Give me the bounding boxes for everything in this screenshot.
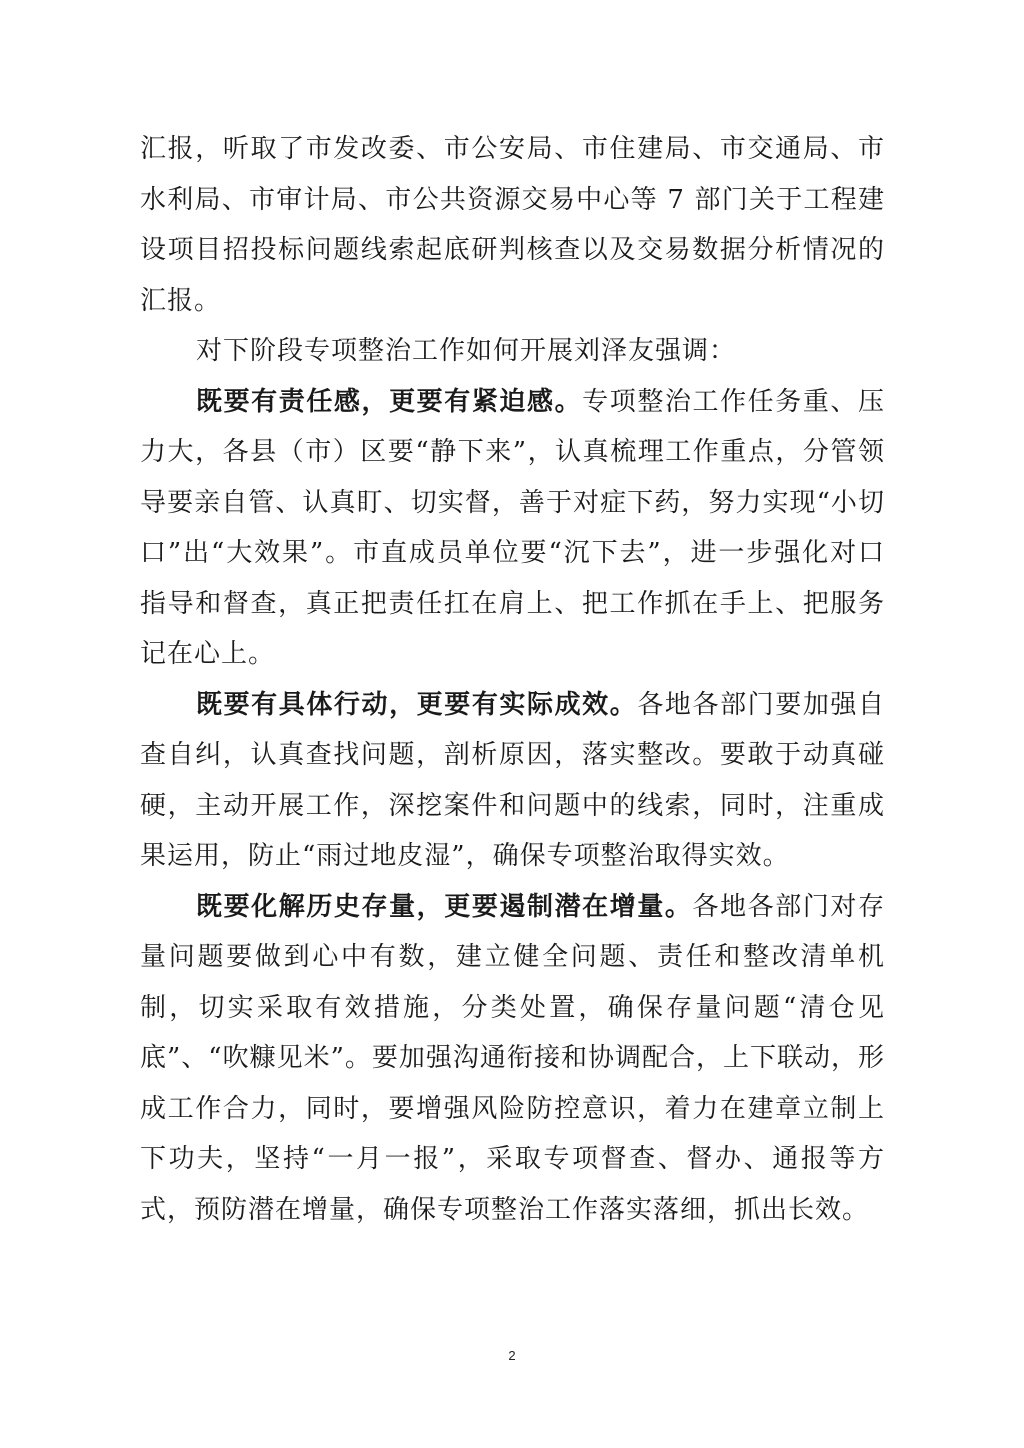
paragraph-text: 汇报，听取了市发改委、市公安局、市住建局、市交通局、市水利局、市审计局、市公共资源交易中心等 7 部门关于工程建设项目招投标问题线索起底研判核查以及交易数据分析情况的汇报。 [140,134,885,316]
paragraph-text: 各地各部门对存量问题要做到心中有数，建立健全问题、责任和整改清单机制，切实采取有效措施，分类处置，确保存量问题“清仓见底”、“吹糠见米”。要加强沟通衔接和协调配合，上下联动，形成工作合力，同时，要增强风险防控意识，着力在建章立制上下功夫，坚持“一月一报”，采取专项督查、督办、通报等方式，预防潜在增量，确保专项整治工作落实落细，抓出长效。 [140,891,885,1225]
paragraph-text: 各地各部门要加强自查自纠，认真查找问题，剖析原因，落实整改。要敢于动真碰硬，主动开展工作，深挖案件和问题中的线索，同时，注重成果运用，防止“雨过地皮湿”，确保专项整治取得实效。 [140,689,885,871]
paragraph-stock-increment [140,882,885,1236]
paragraph-lead: 既要有具体行动，更要有实际成效。 [196,689,638,720]
paragraph-text: 专项整治工作任务重、压力大，各县（市）区要“静下来”，认真梳理工作重点，分管领导要亲自管、认真盯、切实督，善于对症下药，努力实现“小切口”出“大效果”。市直成员单位要“沉下去”，进一步强化对口指导和督查，真正把责任扛在肩上、把工作抓在手上、把服务记在心上。 [140,386,885,669]
page-number: 2 [508,1348,516,1363]
paragraph-lead: 既要有责任感，更要有紧迫感。 [196,386,583,417]
paragraph-text: 对下阶段专项整治工作如何开展刘泽友强调： [196,336,737,366]
paragraph-action [140,680,885,882]
paragraph-responsibility [140,377,885,680]
paragraph-lead: 既要化解历史存量，更要遏制潜在增量。 [196,891,693,922]
paragraph-report-continuation [140,124,885,326]
document-body [140,124,885,1235]
paragraph-emphasis-intro [140,326,885,377]
